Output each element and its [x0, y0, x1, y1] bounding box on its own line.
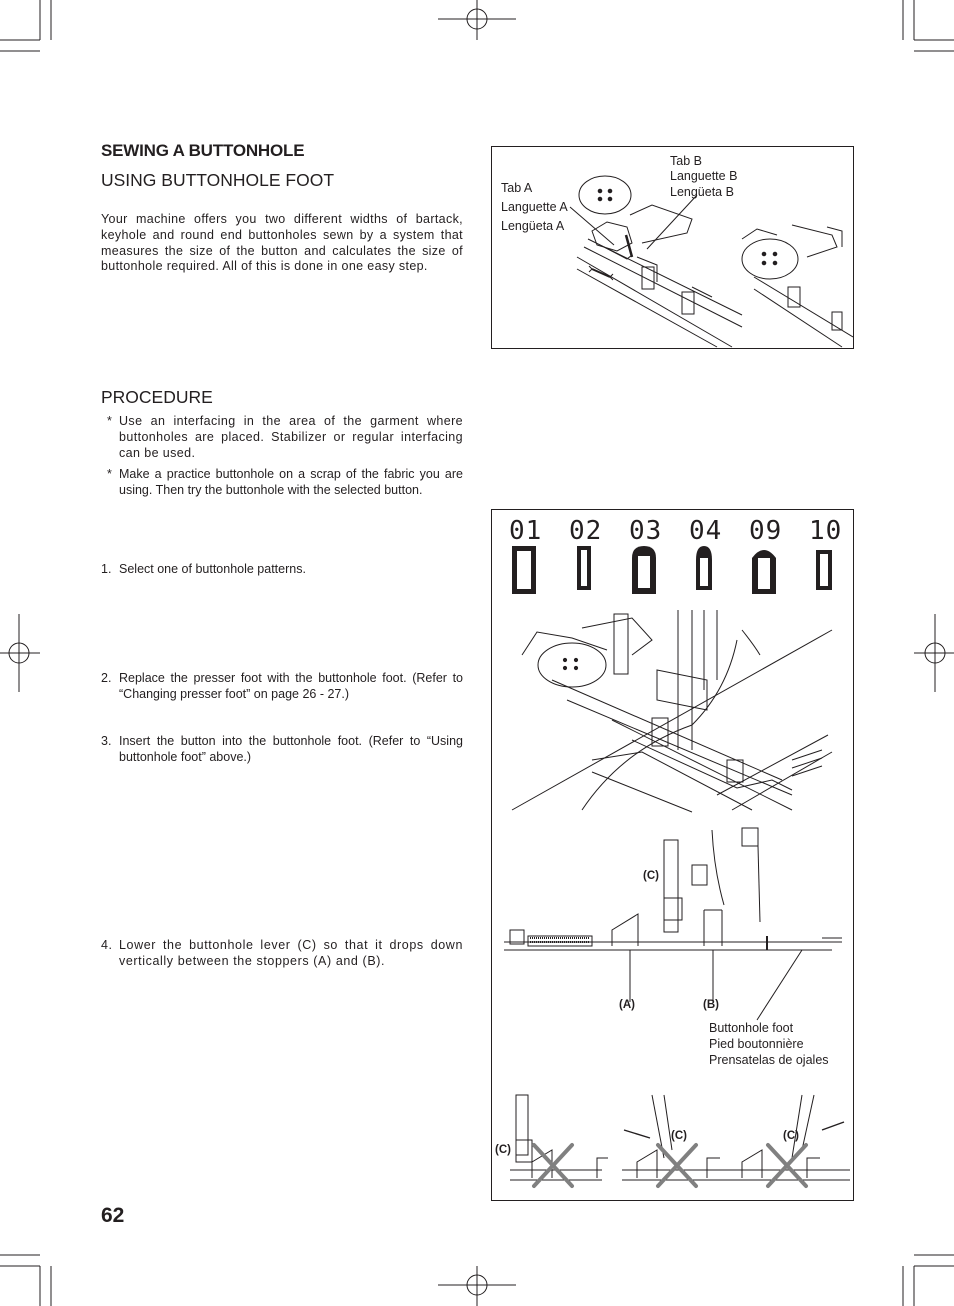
- pattern-code: 03: [629, 516, 663, 546]
- step-text: Lower the buttonhole lever (C) so that it drops down vertically between the stoppers (A) and (B).: [119, 938, 463, 968]
- note-marker: *: [107, 414, 113, 428]
- foot-label-es: Prensatelas de ojales: [709, 1053, 829, 1067]
- step-number: 2.: [101, 671, 112, 685]
- lever-side-view: [504, 828, 842, 1020]
- note-text: Make a practice buttonhole on a scrap of the fabric you are using. Then try the buttonhole with the selected button.: [119, 467, 463, 497]
- step-item: [101, 938, 463, 970]
- note-text: Use an interfacing in the area of the garment where buttonholes are placed. Stabilizer or regular interfacing can be used.: [119, 414, 463, 460]
- lever-c-label: (C): [783, 1130, 799, 1142]
- step-number: 4.: [101, 938, 113, 952]
- lever-c-label: (C): [495, 1144, 511, 1156]
- step-item: [101, 734, 463, 766]
- figure-buttonhole-foot-tabs: [491, 146, 854, 349]
- pattern-code: 04: [689, 516, 723, 546]
- step-number: 3.: [101, 734, 112, 748]
- pattern-code: 01: [509, 516, 543, 546]
- tab-a-label-fr: Languette A: [501, 200, 568, 214]
- foot-label-en: Buttonhole foot: [709, 1021, 794, 1035]
- intro-paragraph: Your machine offers you two different widths of bartack, keyhole and round end buttonholes sewn by a system that measures the size of the button and calculates the size of buttonhole required. All of this is done in one easy step.: [101, 212, 463, 274]
- figure-procedure: [491, 509, 854, 1201]
- note-marker: *: [107, 467, 112, 481]
- note-item: [101, 414, 463, 461]
- subsection-title: USING BUTTONHOLE FOOT: [101, 170, 335, 190]
- tab-b-label-en: Tab B: [670, 154, 702, 168]
- tab-b-label-es: Lengüeta B: [670, 185, 734, 199]
- lever-c-label: (C): [671, 1130, 687, 1142]
- procedure-illustration: [492, 510, 853, 1200]
- tab-b-label-fr: Languette B: [670, 169, 738, 183]
- step-text: Insert the button into the buttonhole foot. (Refer to “Using buttonhole foot” above.): [119, 734, 463, 764]
- pattern-code: 09: [749, 516, 783, 546]
- step-text: Replace the presser foot with the buttonhole foot. (Refer to “Changing presser foot” on page 26 - 27.): [119, 671, 463, 701]
- section-title: SEWING A BUTTONHOLE: [101, 141, 305, 160]
- stopper-b-label: (B): [703, 999, 719, 1011]
- note-item: [101, 467, 463, 499]
- procedure-title: PROCEDURE: [101, 387, 213, 407]
- buttonhole-pattern-glyphs: [512, 546, 832, 594]
- step-text: Select one of buttonhole patterns.: [119, 562, 306, 576]
- tab-a-label-es: Lengüeta A: [501, 219, 565, 233]
- step-item: [101, 671, 463, 703]
- lever-c-label: (C): [643, 870, 659, 882]
- page-number: 62: [101, 1204, 125, 1227]
- foot-label-fr: Pied boutonnière: [709, 1037, 804, 1051]
- step-item: [101, 562, 463, 578]
- pattern-code: 10: [809, 516, 843, 546]
- machine-foot-drawing: [512, 610, 832, 812]
- step-number: 1.: [101, 562, 112, 576]
- tab-a-label-en: Tab A: [501, 181, 533, 195]
- stopper-a-label: (A): [619, 999, 635, 1011]
- pattern-code: 02: [569, 516, 603, 546]
